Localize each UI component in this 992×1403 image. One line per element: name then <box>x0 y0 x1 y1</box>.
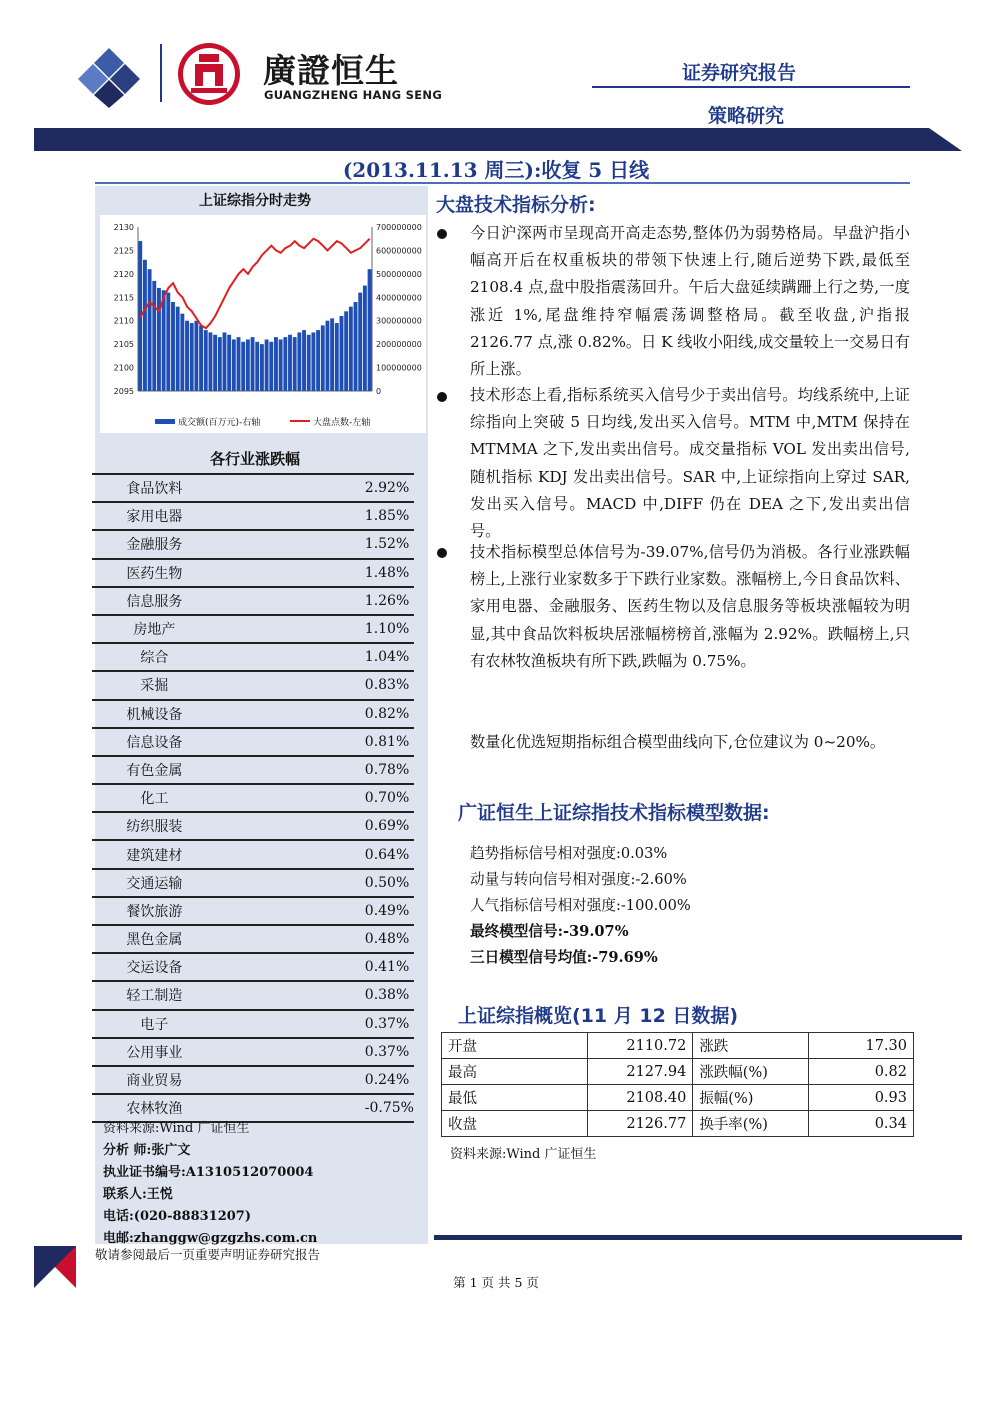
right-axis-tick-label: 200000000 <box>376 340 422 350</box>
industry-name: 采掘 <box>92 671 217 699</box>
paragraph-model-signal: 技术指标模型总体信号为-39.07%,信号仍为消极。各行业涨跌幅榜上,上涨行业家数多于下跌行业家数。涨幅榜上,今日食品饮料、家用电器、金融服务、医药生物以及信息服务等板块涨幅较为明显,其中食品饮料板块居涨幅榜榜首,涨幅为 2.92%。跌幅榜上,只有农林牧渔板块有所下跌,跌幅为 0.75%。 <box>470 543 910 670</box>
industry-name: 交通运输 <box>92 869 217 897</box>
overview-value: 0.34 <box>808 1111 913 1137</box>
overview-label: 最高 <box>442 1059 588 1085</box>
top-banner-bar <box>34 128 962 151</box>
left-axis-tick-label: 2120 <box>113 269 134 279</box>
industry-change: 0.70% <box>217 784 414 812</box>
brand-name-cn: 廣證恒生 <box>263 51 399 90</box>
volume-bar <box>232 339 236 391</box>
contact-phone: 电话:(020-88831207) <box>103 1209 251 1224</box>
industry-row <box>92 530 414 558</box>
volume-bar <box>185 321 189 391</box>
industry-change: 1.04% <box>217 643 414 671</box>
right-axis-tick-label: 100000000 <box>376 363 422 373</box>
signal-trend: 趋势指标信号相对强度:0.03% <box>470 845 668 862</box>
overview-row <box>442 1033 914 1059</box>
volume-bar <box>279 339 283 391</box>
industry-row <box>92 615 414 643</box>
industry-name: 房地产 <box>92 615 217 643</box>
industry-change: 1.48% <box>217 559 414 587</box>
right-axis-tick-label: 400000000 <box>376 293 422 303</box>
industry-change: 0.24% <box>217 1066 414 1094</box>
volume-bar <box>166 293 170 391</box>
industry-change: 0.78% <box>217 756 414 784</box>
section-title-technical: 大盘技术指标分析: <box>436 194 596 216</box>
industry-change: 0.37% <box>217 1010 414 1038</box>
industry-name: 医药生物 <box>92 559 217 587</box>
industry-row <box>92 1010 414 1038</box>
report-subtype: 策略研究 <box>708 105 785 127</box>
industry-row <box>92 671 414 699</box>
industry-change: 2.92% <box>217 474 414 502</box>
volume-bar <box>260 344 264 391</box>
volume-bar <box>354 302 358 391</box>
volume-bar <box>297 332 301 391</box>
industry-change: 0.38% <box>217 981 414 1009</box>
bullet-icon <box>437 392 447 402</box>
industry-name: 家用电器 <box>92 502 217 530</box>
industry-table <box>92 473 414 1123</box>
left-axis-tick-label: 2130 <box>113 223 134 232</box>
industry-change: 0.64% <box>217 840 414 868</box>
industry-change: 0.82% <box>217 700 414 728</box>
header-separator <box>160 44 162 102</box>
intraday-chart <box>100 215 426 433</box>
industry-name: 交运设备 <box>92 953 217 981</box>
bottom-banner-bar <box>434 1235 962 1240</box>
overview-label: 开盘 <box>442 1033 588 1059</box>
industry-change: 0.41% <box>217 953 414 981</box>
index-overview-table <box>441 1032 914 1137</box>
industry-row <box>92 728 414 756</box>
industry-name: 农林牧渔 <box>92 1094 217 1122</box>
overview-row <box>442 1111 914 1137</box>
industry-name: 机械设备 <box>92 700 217 728</box>
volume-bar <box>283 337 287 391</box>
paragraph-position-advice: 数量化优选短期指标组合模型曲线向下,仓位建议为 0~20%。 <box>470 733 886 751</box>
industry-change: 1.26% <box>217 587 414 615</box>
footer-disclaimer: 敬请参阅最后一页重要声明证券研究报告 <box>95 1247 321 1262</box>
volume-bar <box>344 311 348 391</box>
overview-value: 0.82 <box>808 1059 913 1085</box>
left-axis-tick-label: 2125 <box>113 246 134 256</box>
industry-change: 0.37% <box>217 1038 414 1066</box>
volume-bar <box>307 335 311 391</box>
industry-name: 金融服务 <box>92 530 217 558</box>
industry-change: -0.75% <box>217 1094 414 1122</box>
volume-bar <box>311 332 315 391</box>
industry-row <box>92 559 414 587</box>
industry-name: 轻工制造 <box>92 981 217 1009</box>
right-axis-tick-label: 500000000 <box>376 269 422 279</box>
industry-name: 食品饮料 <box>92 474 217 502</box>
right-source-note: 资料来源:Wind 广证恒生 <box>450 1147 597 1162</box>
volume-bar <box>255 342 259 391</box>
title-rule <box>95 182 910 184</box>
industry-row <box>92 784 414 812</box>
volume-bar <box>358 293 362 391</box>
overview-row <box>442 1059 914 1085</box>
left-axis-tick-label: 2100 <box>113 363 134 373</box>
industry-change: 0.50% <box>217 869 414 897</box>
signal-momentum: 动量与转向信号相对强度:-2.60% <box>470 871 687 888</box>
volume-bar <box>316 330 320 391</box>
analyst-name: 分析 师:张广文 <box>103 1143 191 1158</box>
volume-bar <box>171 302 175 391</box>
three-day-average-signal: 三日模型信号均值:-79.69% <box>470 949 658 966</box>
brand-seal-logo <box>177 42 241 106</box>
volume-bar <box>223 332 227 391</box>
overview-value: 2127.94 <box>588 1059 693 1085</box>
section-title-overview: 上证综指概览(11 月 12 日数据) <box>458 1005 739 1027</box>
left-axis-tick-label: 2105 <box>113 340 134 350</box>
industry-change: 0.83% <box>217 671 414 699</box>
legend-bar-label: 成交额(百万元)-右轴 <box>178 418 261 428</box>
industry-change: 0.69% <box>217 812 414 840</box>
overview-label: 振幅(%) <box>693 1085 808 1111</box>
header-rule <box>592 86 910 88</box>
volume-bar <box>194 321 198 391</box>
volume-bar <box>176 307 180 391</box>
industry-change: 1.10% <box>217 615 414 643</box>
volume-bar <box>269 342 273 391</box>
industry-row <box>92 925 414 953</box>
overview-label: 涨跌幅(%) <box>693 1059 808 1085</box>
volume-bar <box>204 330 208 391</box>
industry-row <box>92 474 414 502</box>
final-model-signal: 最终模型信号:-39.07% <box>470 923 629 940</box>
volume-bar <box>302 330 306 391</box>
volume-bar <box>251 337 255 391</box>
document-title: (2013.11.13 周三):收复 5 日线 <box>342 158 650 182</box>
industry-row <box>92 1038 414 1066</box>
left-axis-tick-label: 2115 <box>113 293 134 303</box>
industry-row <box>92 869 414 897</box>
volume-bar <box>157 288 161 391</box>
overview-label: 换手率(%) <box>693 1111 808 1137</box>
volume-bar <box>293 337 297 391</box>
industry-row <box>92 700 414 728</box>
right-axis-tick-label: 0 <box>376 387 382 396</box>
volume-bar <box>274 337 278 391</box>
industry-row <box>92 643 414 671</box>
industry-name: 信息服务 <box>92 587 217 615</box>
industry-name: 商业贸易 <box>92 1066 217 1094</box>
industry-row <box>92 981 414 1009</box>
left-axis-tick-label: 2110 <box>113 316 134 326</box>
overview-value: 2108.40 <box>588 1085 693 1111</box>
volume-bar <box>162 290 166 391</box>
volume-bar <box>335 323 339 391</box>
industry-row <box>92 897 414 925</box>
chart-title: 上证综指分时走势 <box>199 193 311 209</box>
volume-bar <box>237 337 241 391</box>
industry-change: 0.49% <box>217 897 414 925</box>
industry-row <box>92 502 414 530</box>
intraday-chart-svg <box>100 215 426 433</box>
bullet-icon <box>437 229 447 239</box>
banner-corner-cut <box>929 128 962 151</box>
volume-bar <box>326 321 330 391</box>
volume-bar <box>321 325 325 391</box>
industry-change: 1.85% <box>217 502 414 530</box>
volume-bar <box>190 323 194 391</box>
industry-name: 建筑建材 <box>92 840 217 868</box>
industry-row <box>92 1066 414 1094</box>
volume-bar <box>148 269 152 391</box>
volume-bar <box>265 339 269 391</box>
volume-bar <box>143 260 147 391</box>
industry-name: 餐饮旅游 <box>92 897 217 925</box>
section-title-model-data: 广证恒生上证综指技术指标模型数据: <box>458 802 770 824</box>
right-axis-tick-label: 600000000 <box>376 246 422 256</box>
company-logo-mark <box>78 46 140 108</box>
overview-label: 最低 <box>442 1085 588 1111</box>
brand-name-en: GUANGZHENG HANG SENG <box>264 88 443 102</box>
bullet-icon <box>437 548 447 558</box>
volume-bar <box>288 335 292 391</box>
paragraph-market-review: 今日沪深两市呈现高开高走态势,整体仍为弱势格局。早盘沪指小幅高开后在权重板块的带领下快速上行,随后逆势下跌,最低至 2108.4 点,盘中股指震荡回升。午后大盘延续蹒跚上行之势,一度涨近 1%,尾盘维持窄幅震荡调整格局。截至收盘,沪指报 2126.77 点,涨 0.82%。日 K 线收小阳线,成交量较上一交易日有所上涨。 <box>470 224 910 379</box>
report-type: 证券研究报告 <box>682 62 797 84</box>
volume-bar <box>152 281 156 391</box>
page-number: 第 1 页 共 5 页 <box>453 1275 539 1290</box>
license-number: 执业证书编号:A1310512070004 <box>103 1165 314 1180</box>
industry-row <box>92 756 414 784</box>
contact-person: 联系人:王悦 <box>103 1187 173 1202</box>
right-axis-tick-label: 700000000 <box>376 223 422 232</box>
right-axis-tick-label: 300000000 <box>376 316 422 326</box>
volume-bar <box>199 325 203 391</box>
left-source-note: 资料来源:Wind 广证恒生 <box>103 1121 250 1136</box>
industry-table-title: 各行业涨跌幅 <box>209 450 300 468</box>
volume-bar <box>363 286 367 391</box>
volume-bar <box>246 339 250 391</box>
industry-row <box>92 812 414 840</box>
left-axis-tick-label: 2095 <box>113 387 134 396</box>
overview-value: 2110.72 <box>588 1033 693 1059</box>
industry-name: 综合 <box>92 643 217 671</box>
volume-bar <box>368 269 372 391</box>
legend-line-label: 大盘点数-左轴 <box>313 418 371 428</box>
industry-change: 0.81% <box>217 728 414 756</box>
contact-email[interactable]: 电邮:zhanggw@gzgzhs.com.cn <box>103 1231 318 1246</box>
industry-change: 0.48% <box>217 925 414 953</box>
industry-row <box>92 587 414 615</box>
industry-name: 信息设备 <box>92 728 217 756</box>
industry-change: 1.52% <box>217 530 414 558</box>
volume-bar <box>330 318 334 391</box>
industry-name: 电子 <box>92 1010 217 1038</box>
volume-bar <box>241 342 245 391</box>
industry-row <box>92 840 414 868</box>
volume-bar <box>209 332 213 391</box>
legend-bar-swatch <box>155 419 175 424</box>
volume-bar <box>340 316 344 391</box>
overview-label: 涨跌 <box>693 1033 808 1059</box>
industry-name: 有色金属 <box>92 756 217 784</box>
overview-label: 收盘 <box>442 1111 588 1137</box>
volume-bar <box>218 337 222 391</box>
industry-name: 化工 <box>92 784 217 812</box>
overview-value: 0.93 <box>808 1085 913 1111</box>
industry-name: 纺织服装 <box>92 812 217 840</box>
volume-bar <box>227 335 231 391</box>
overview-value: 2126.77 <box>588 1111 693 1137</box>
industry-name: 公用事业 <box>92 1038 217 1066</box>
signal-sentiment: 人气指标信号相对强度:-100.00% <box>470 897 691 914</box>
industry-row <box>92 953 414 981</box>
overview-row <box>442 1085 914 1111</box>
volume-bar <box>213 335 217 391</box>
overview-value: 17.30 <box>808 1033 913 1059</box>
industry-name: 黑色金属 <box>92 925 217 953</box>
volume-bar <box>349 307 353 391</box>
volume-bar <box>180 314 184 391</box>
paragraph-technical-pattern: 技术形态上看,指标系统买入信号少于卖出信号。均线系统中,上证综指向上突破 5 日均线,发出买入信号。MTM 中,MTM 保持在 MTMMA 之下,发出卖出信号。成交量指标 VOL 发出卖出信号,随机指标 KDJ 发出卖出信号。SAR 中,上证综指向上穿过 SAR,发出买入信号。MACD 中,DIFF 仍在 DEA 之下,发出卖出信号。 <box>470 386 910 541</box>
